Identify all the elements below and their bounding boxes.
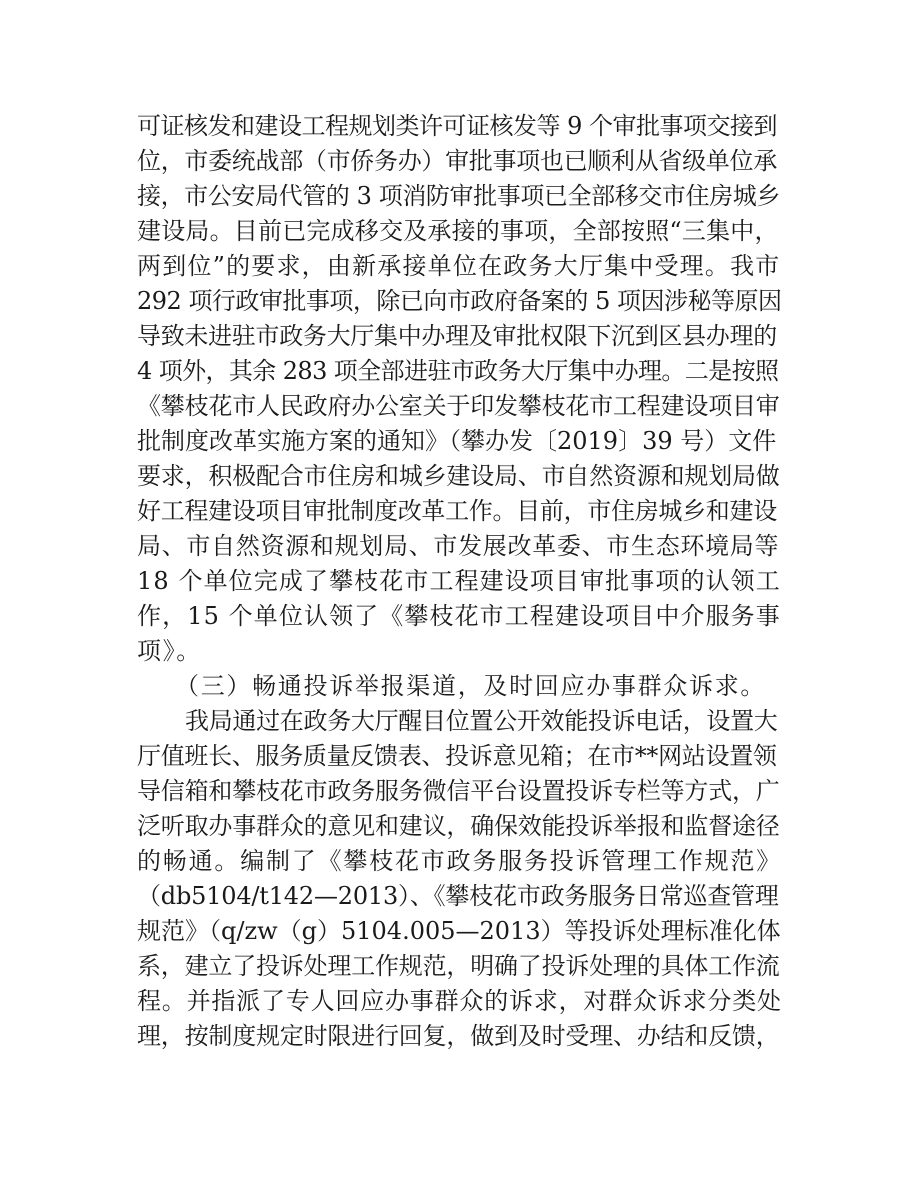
text-line: 《攀枝花市人民政府办公室关于印发攀枝花市工程建设项目审 — [137, 392, 780, 420]
text-line: 建设局。目前已完成移交及承接的事项，全部按照“三集中， — [137, 217, 779, 245]
text-line: 要求，积极配合市住房和城乡建设局、市自然资源和规划局做 — [137, 462, 780, 490]
text-line: 我局通过在政务大厅醒目位置公开效能投诉电话，设置大 — [185, 707, 778, 735]
text-line: 局、市自然资源和规划局、市发展改革委、市生态环境局等 — [137, 532, 780, 560]
text-line: 厅值班长、服务质量反馈表、投诉意见箱；在市**网站设置领 — [137, 742, 777, 770]
text-line: 批制度改革实施方案的通知》（攀办发〔2019〕39 号）文件 — [137, 427, 777, 455]
text-line: 的畅通。编制了《攀枝花市政务服务投诉管理工作规范》 — [137, 847, 782, 875]
text-line: 理，按制度规定时限进行回复，做到及时受理、办结和反馈， — [137, 1022, 780, 1050]
text-line: 程。并指派了专人回应办事群众的诉求，对群众诉求分类处 — [137, 987, 782, 1015]
text-line: （db5104/t142—2013）、《攀枝花市政务服务日常巡查管理 — [137, 882, 779, 910]
text-line: 泛听取办事群众的意见和建议，确保效能投诉举报和监督途径 — [137, 812, 780, 840]
text-line: 4 项外，其余 283 项全部进驻市政务大厅集中办理。二是按照 — [137, 357, 779, 385]
text-line: 接，市公安局代管的 3 项消防审批事项已全部移交市住房城乡 — [137, 182, 780, 210]
text-line: 位，市委统战部（市侨务办）审批事项也已顺利从省级单位承 — [137, 147, 777, 175]
text-line: 18 个单位完成了攀枝花市工程建设项目审批事项的认领工 — [137, 567, 781, 595]
text-line: 可证核发和建设工程规划类许可证核发等 9 个审批事项交接到 — [137, 112, 778, 140]
text-line: 系，建立了投诉处理工作规范，明确了投诉处理的具体工作流 — [137, 952, 780, 980]
text-line: 导信箱和攀枝花市政务服务微信平台设置投诉专栏等方式，广 — [137, 777, 780, 805]
text-line: 项》。 — [137, 637, 202, 665]
text-line: 导致未进驻市政务大厅集中办理及审批权限下沉到区县办理的 — [137, 322, 777, 350]
text-line: 作，15 个单位认领了《攀枝花市工程建设项目中介服务事 — [137, 602, 781, 630]
text-line: 两到位”的要求，由新承接单位在政务大厅集中受理。我市 — [137, 252, 781, 280]
text-line: 292 项行政审批事项，除已向市政府备案的 5 项因涉秘等原因 — [137, 287, 782, 315]
text-line: 规范》（q/zw（g）5104.005—2013）等投诉处理标准化体 — [137, 917, 781, 945]
text-line: 好工程建设项目审批制度改革工作。目前，市住房城乡和建设 — [137, 497, 777, 525]
heading-text: （三）畅通投诉举报渠道，及时回应办事群众诉求。 — [175, 672, 767, 700]
